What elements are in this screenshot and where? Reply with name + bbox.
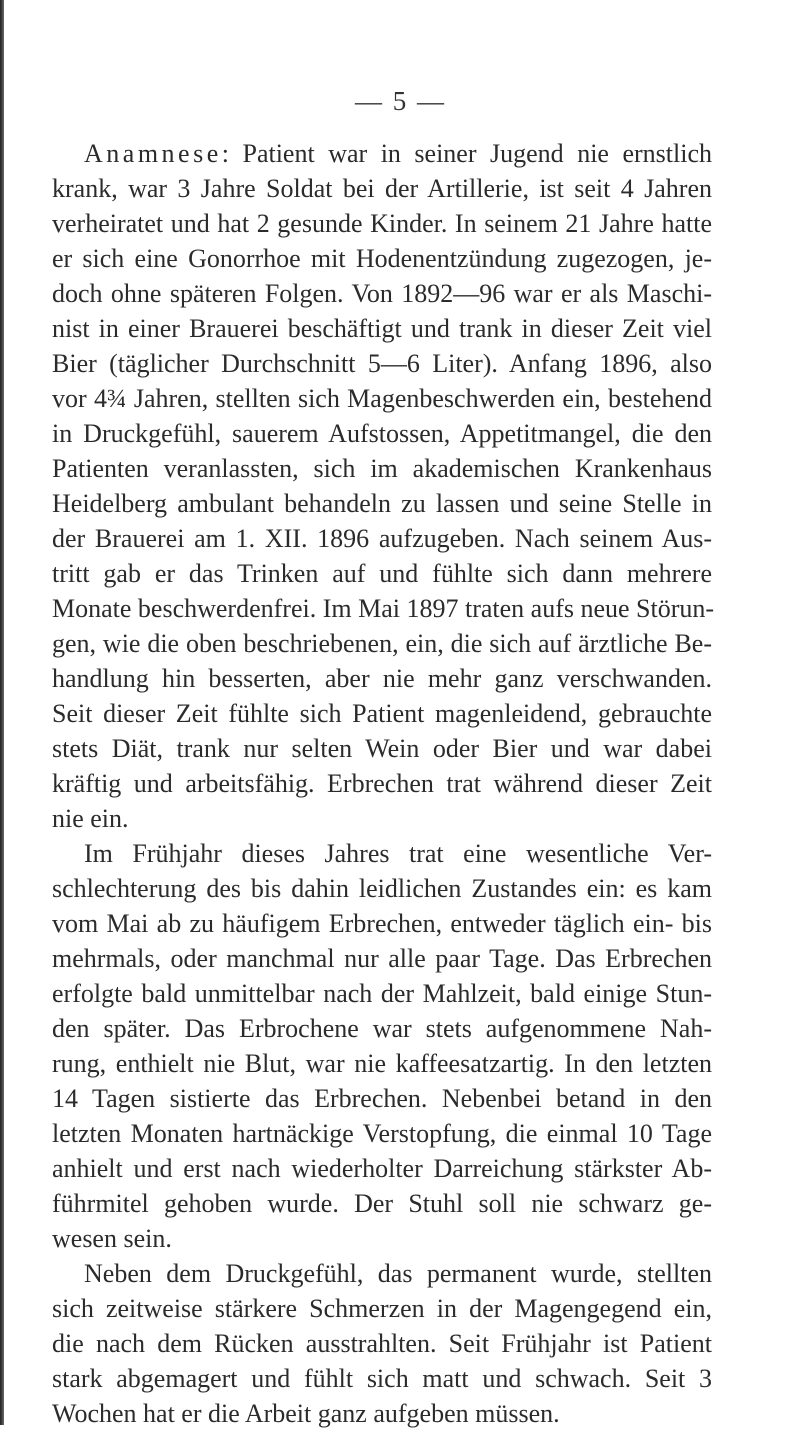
paragraph-line: kräftig und arbeitsfähig. Erbrechen trat während dieser Zeit [52, 769, 712, 798]
paragraph-line: krank, war 3 Jahre Soldat bei der Artillerie, ist seit 4 Jahren [52, 174, 712, 203]
paragraph-line: er sich eine Gonorrhoe mit Hodenentzündung zugezogen, je- [52, 244, 712, 273]
paragraph-line: sich zeitweise stärkere Schmerzen in der Magengegend ein, [52, 1294, 712, 1323]
paragraph-line: Wochen hat er die Arbeit ganz aufgeben müssen. [52, 1399, 560, 1428]
paragraph-line: anhielt und erst nach wiederholter Darreichung stärkster Ab- [52, 1154, 712, 1183]
paragraph-line: mehrmals, oder manchmal nur alle paar Tage. Das Erbrechen [52, 944, 712, 973]
paragraph-line [52, 136, 712, 171]
paragraph-line: stets Diät, trank nur selten Wein oder Bier und war dabei [52, 734, 712, 763]
paragraph-line: handlung hin besserten, aber nie mehr ganz verschwanden. [52, 664, 712, 693]
scan-edge [0, 0, 4, 1425]
paragraph-line: tritt gab er das Trinken auf und fühlte sich dann mehrere [52, 559, 712, 588]
paragraph-line: verheiratet und hat 2 gesunde Kinder. In seinem 21 Jahre hatte [52, 209, 712, 238]
paragraph-line: Heidelberg ambulant behandeln zu lassen und seine Stelle in [52, 489, 712, 518]
paragraph-line: der Brauerei am 1. XII. 1896 aufzugeben. Nach seinem Aus- [52, 524, 712, 553]
paragraph-line: erfolgte bald unmittelbar nach der Mahlzeit, bald einige Stun- [52, 979, 712, 1008]
paragraph-line: stark abgemagert und fühlt sich matt und schwach. Seit 3 [52, 1364, 712, 1393]
paragraph-line: nie ein. [52, 804, 129, 833]
page-number: — 5 — [355, 86, 446, 116]
paragraph-line: Monate beschwerdenfrei. Im Mai 1897 traten aufs neue Störun- [52, 594, 715, 623]
paragraph-line: die nach dem Rücken ausstrahlten. Seit Frühjahr ist Patient [52, 1329, 712, 1358]
paragraph-line: Neben dem Druckgefühl, das permanent wurde, stellten [84, 1259, 712, 1288]
paragraph-line: letzten Monaten hartnäckige Verstopfung, die einmal 10 Tage [52, 1119, 712, 1148]
paragraph-line: gen, wie die oben beschriebenen, ein, die sich auf ärztliche Be- [52, 629, 712, 658]
paragraph-line: doch ohne späteren Folgen. Von 1892—96 war er als Maschi- [52, 279, 712, 308]
body-text [52, 136, 715, 1431]
paragraph-line: Seit dieser Zeit fühlte sich Patient magenleidend, gebrauchte [52, 699, 712, 728]
paragraph-line: 14 Tagen sistierte das Erbrechen. Nebenbei betand in den [52, 1084, 712, 1113]
heading-anamnese: Anamnese [84, 139, 222, 168]
paragraph-line: Bier (täglicher Durchschnitt 5—6 Liter). Anfang 1896, also [52, 349, 712, 378]
paragraph-line: schlechterung des bis dahin leidlichen Zustandes ein: es kam [52, 874, 712, 903]
paragraph-line: Patienten veranlassten, sich im akademischen Krankenhaus [52, 454, 712, 483]
paragraph-line-text: : Patient war in seiner Jugend nie ernstlich [221, 139, 712, 168]
paragraph-line: vom Mai ab zu häufigem Erbrechen, entweder täglich ein- bis [52, 909, 712, 938]
paragraph-line: rung, enthielt nie Blut, war nie kaffeesatzartig. In den letzten [52, 1049, 712, 1078]
paragraph-line: führmitel gehoben wurde. Der Stuhl soll nie schwarz ge- [52, 1189, 712, 1218]
paragraph-line: Im Frühjahr dieses Jahres trat eine wesentliche Ver- [84, 839, 712, 868]
paragraph-line: in Druckgefühl, sauerem Aufstossen, Appetitmangel, die den [52, 419, 712, 448]
paragraph-line: wesen sein. [52, 1224, 172, 1253]
paragraph-line: vor 4¾ Jahren, stellten sich Magenbeschwerden ein, bestehend [52, 384, 712, 413]
paragraph-line: den später. Das Erbrochene war stets aufgenommene Nah- [52, 1014, 712, 1043]
paragraph-line: nist in einer Brauerei beschäftigt und trank in dieser Zeit viel [52, 314, 712, 343]
